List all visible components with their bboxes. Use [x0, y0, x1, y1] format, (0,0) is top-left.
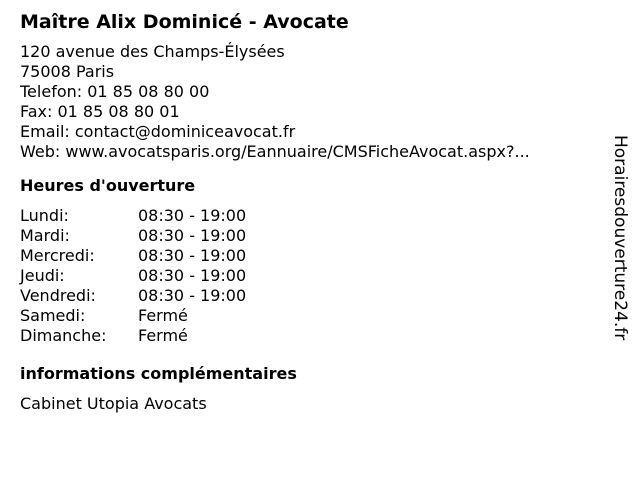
business-title: Maître Alix Dominicé - Avocate	[20, 11, 349, 33]
hours-day: Jeudi:	[20, 266, 65, 285]
hours-time: 08:30 - 19:00	[138, 246, 247, 265]
hours-time: Fermé	[138, 326, 188, 345]
hours-row	[20, 306, 600, 326]
hours-time: 08:30 - 19:00	[138, 226, 247, 245]
site-watermark: Horairesdouverture24.fr	[610, 135, 630, 341]
hours-day: Mardi:	[20, 226, 70, 245]
hours-row	[20, 326, 600, 346]
phone-line: Telefon: 01 85 08 80 00	[20, 82, 210, 101]
hours-time: 08:30 - 19:00	[138, 266, 247, 285]
hours-row	[20, 226, 600, 246]
hours-day: Vendredi:	[20, 286, 96, 305]
address-street: 120 avenue des Champs-Élysées	[20, 42, 285, 61]
hours-row	[20, 246, 600, 266]
email-line: Email: contact@dominiceavocat.fr	[20, 122, 296, 141]
hours-time: 08:30 - 19:00	[138, 286, 247, 305]
hours-day: Mercredi:	[20, 246, 95, 265]
hours-day: Samedi:	[20, 306, 86, 325]
hours-time: Fermé	[138, 306, 188, 325]
address-city: 75008 Paris	[20, 62, 115, 81]
hours-row	[20, 286, 600, 306]
hours-day: Lundi:	[20, 206, 69, 225]
hours-row	[20, 266, 600, 286]
opening-hours-table	[20, 206, 600, 346]
web-line: Web: www.avocatsparis.org/Eannuaire/CMSFicheAvocat.aspx?...	[20, 142, 530, 161]
opening-hours-heading: Heures d'ouverture	[20, 176, 196, 195]
business-card	[20, 10, 600, 414]
hours-day: Dimanche:	[20, 326, 107, 345]
hours-row	[20, 206, 600, 226]
additional-info-text: Cabinet Utopia Avocats	[20, 394, 207, 413]
hours-time: 08:30 - 19:00	[138, 206, 247, 225]
additional-info-heading: informations complémentaires	[20, 364, 297, 383]
fax-line: Fax: 01 85 08 80 01	[20, 102, 180, 121]
